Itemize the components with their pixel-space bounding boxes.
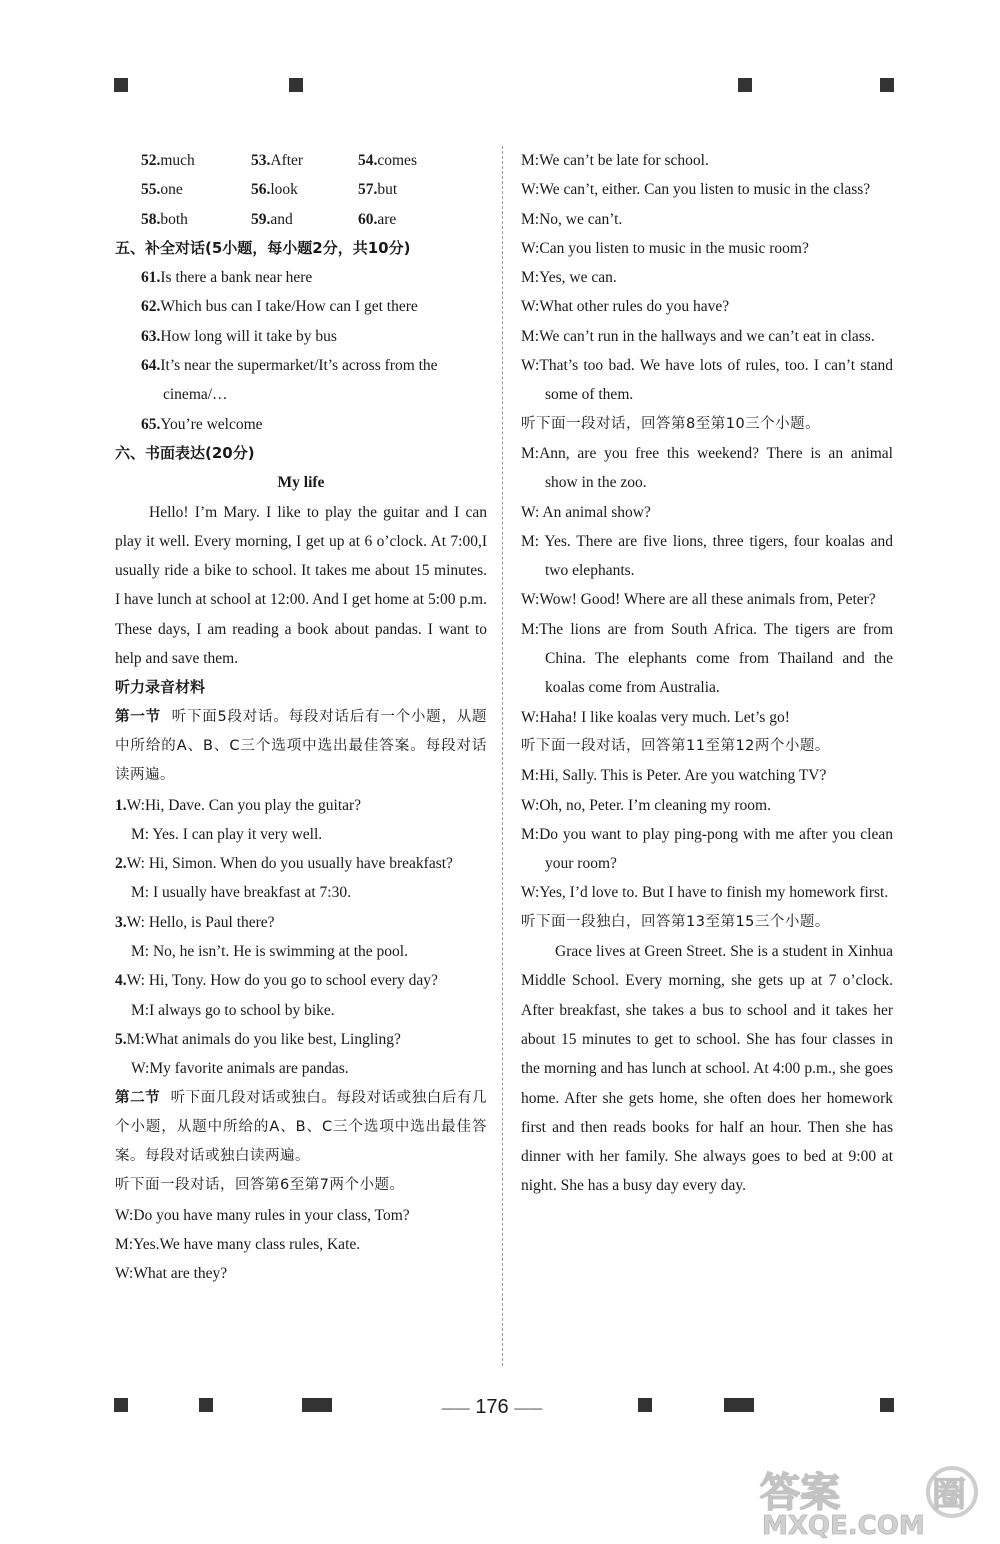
registration-mark [289, 78, 303, 92]
answer-key-grid [115, 146, 487, 234]
dialog-line: W:Do you have many rules in your class, Tom? [115, 1206, 410, 1224]
dialog-answer-text: How long will it take by bus [160, 327, 337, 345]
dialog-number: 4. [115, 972, 127, 990]
right-column [521, 146, 893, 1201]
dialog-line-text: W: Hi, Tony. How do you go to school every day? [126, 972, 438, 990]
dialog-line: W:Haha! I like koalas very much. Let’s go! [521, 708, 790, 726]
listening-title: 听力录音材料 [115, 678, 206, 697]
section6-title: 六、书面表达(20分) [115, 443, 255, 462]
dialog-number: 5. [115, 1030, 127, 1048]
svg-text:MXQE.COM: MXQE.COM [762, 1511, 925, 1540]
dialog-line: W: An animal show? [521, 503, 651, 521]
dialog-line-text: W:My favorite animals are pandas. [131, 1060, 349, 1078]
answer-cell [358, 175, 478, 204]
dialog-line-text: M: I usually have breakfast at 7:30. [131, 884, 351, 902]
registration-mark [738, 78, 752, 92]
dialog-answer-number: 65. [141, 415, 161, 433]
answer-cell [251, 175, 358, 204]
dialog-line: W:What are they? [115, 1265, 228, 1283]
dialog6-continued [521, 146, 893, 410]
dialog-answer-item [115, 322, 487, 351]
answer-cell [358, 205, 478, 234]
answer-number: 53. [251, 152, 271, 169]
registration-mark [302, 1398, 332, 1412]
dialog-answer-item [115, 292, 487, 321]
answer-number: 56. [251, 181, 271, 199]
dialog-line [115, 908, 487, 937]
dialog-line-text: W: Hi, Simon. When do you usually have breakfast? [126, 855, 453, 873]
registration-mark [114, 78, 128, 92]
answer-number: 60. [358, 210, 378, 228]
answer-row [115, 175, 487, 204]
svg-text:答案: 答案 [760, 1470, 840, 1516]
dialog-line: W:What other rules do you have? [521, 298, 730, 316]
dialog-line [115, 1025, 487, 1054]
answer-word: and [270, 210, 293, 228]
dialog8-intro: 听下面一段对话，回答第8至第10三个小题。 [521, 415, 821, 432]
answer-word: both [160, 210, 188, 228]
answer-word: After [270, 152, 304, 169]
answer-word: one [160, 181, 183, 199]
answer-word: are [377, 210, 397, 228]
dialog-line [115, 937, 487, 966]
dialog-line: M:Ann, are you free this weekend? There is an animal show in the zoo. [521, 444, 893, 492]
answer-word: comes [377, 152, 417, 169]
monologue13-intro: 听下面一段独白，回答第13至第15三个小题。 [521, 913, 830, 930]
answer-cell [358, 146, 478, 175]
dialog-line-text: M:I always go to school by bike. [131, 1001, 335, 1019]
dialog-line: M:We can’t run in the hallways and we can’t eat in class. [521, 327, 875, 345]
answer-number: 52. [141, 152, 161, 169]
dialog-line: W:Wow! Good! Where are all these animals from, Peter? [521, 591, 876, 609]
dialog-answer-item [115, 410, 487, 439]
monologue13-text: Grace lives at Green Street. She is a student in Xinhua Middle School. Every morning, she gets up at 7 o’clock. After breakfast, she takes a bus to school and it takes her about 15 minutes to get to school. She has four classes in the morning and has lunch at school. At 4:00 p.m., she goes home. After she gets home, she often does her homework first and then reads books for half an hour. Then she has dinner with her family. She always goes to bed at 9:00 at night. She has a busy day every day. [521, 943, 893, 1195]
answer-word: look [270, 181, 298, 199]
part2-label: 第二节 [115, 1089, 161, 1106]
dialog-answer-text: Which bus can I take/How can I get there [160, 298, 418, 316]
dialog-answer-text: It’s near the supermarket/It’s across from the cinema/… [160, 357, 438, 404]
dialog-answer-number: 61. [141, 269, 161, 287]
dialog-answer-number: 63. [141, 327, 161, 345]
dialog-answer-text: Is there a bank near here [160, 269, 313, 287]
registration-mark [199, 1398, 213, 1412]
dialog-line: M: Yes. There are five lions, three tigers, four koalas and two elephants. [521, 532, 893, 580]
dialog-number: 3. [115, 913, 127, 931]
answer-number: 57. [358, 181, 378, 199]
registration-mark [880, 1398, 894, 1412]
dialog-answer-item [115, 263, 487, 292]
dialog-line: W:That’s too bad. We have lots of rules, too. I can’t stand some of them. [521, 357, 893, 404]
part1-instruction [115, 703, 487, 791]
answer-row [115, 205, 487, 234]
dialog6-lines [115, 1201, 487, 1289]
answer-number: 58. [141, 210, 161, 228]
dialog-number: 1. [115, 796, 127, 814]
dialog-answer-number: 62. [141, 298, 161, 316]
dialog-line: M:The lions are from South Africa. The tigers are from China. The elephants come from Thailand and the koalas come from Australia. [521, 620, 893, 697]
essay-body: Hello! I’m Mary. I like to play the guitar and I can play it well. Every morning, I get up at 6 o’clock. At 7:00,I usually ride a bike to school. It takes me about 15 minutes. I have lunch at school at 12:00. And I get home at 5:00 p.m. These days, I am reading a book about pandas. I want to help and save them. [115, 503, 487, 668]
dialog-line: M:No, we can’t. [521, 210, 623, 228]
watermark-logo [742, 1462, 992, 1540]
answer-cell [115, 205, 251, 234]
registration-mark [724, 1398, 754, 1412]
column-divider [502, 146, 504, 1366]
part1-instruction-text: 听下面5段对话。每段对话后有一个小题，从题中所给的A、B、C三个选项中选出最佳答案。每段对话读两遍。 [115, 708, 488, 784]
dialog-line: M:Yes.We have many class rules, Kate. [115, 1235, 361, 1253]
dialog11-intro: 听下面一段对话，回答第11至第12两个小题。 [521, 737, 830, 754]
dialog-line-text: W:Hi, Dave. Can you play the guitar? [126, 796, 362, 814]
dialog-line-text: M: No, he isn’t. He is swimming at the pool. [131, 943, 408, 961]
dialog-line: M:Hi, Sally. This is Peter. Are you watching TV? [521, 767, 827, 785]
dialog-answer-text: You’re welcome [160, 415, 263, 433]
dialog-line-text: M: Yes. I can play it very well. [131, 825, 323, 843]
dialog-line [115, 996, 487, 1025]
dialog-line [115, 878, 487, 907]
answer-number: 55. [141, 181, 161, 199]
page-number: —— 176 —— [441, 1396, 543, 1418]
answer-cell [115, 146, 251, 175]
dialog-line: W:Oh, no, Peter. I’m cleaning my room. [521, 796, 771, 814]
answer-cell [251, 205, 358, 234]
dialog-line: W:We can’t, either. Can you listen to music in the class? [521, 181, 871, 199]
svg-text:圈: 圈 [932, 1475, 966, 1515]
dialog-line: W:Yes, I’d love to. But I have to finish my homework first. [521, 884, 889, 902]
part2-instruction-text: 听下面几段对话或独白。每段对话或独白后有几个小题，从题中所给的A、B、C三个选项中选出最佳答案。每段对话或独白读两遍。 [115, 1089, 488, 1165]
dialog-line: M:Yes, we can. [521, 269, 617, 287]
dialog-line: W:Can you listen to music in the music room? [521, 239, 809, 257]
dialog-line: M:We can’t be late for school. [521, 152, 709, 169]
dialog8-lines [521, 439, 893, 732]
essay-title: My life [277, 474, 325, 492]
registration-mark [880, 78, 894, 92]
page-number-text: 176 [475, 1396, 509, 1418]
answer-cell [115, 175, 251, 204]
dialog-line [115, 1054, 487, 1083]
registration-mark [638, 1398, 652, 1412]
dialog11-lines [521, 761, 893, 907]
dialog-line [115, 820, 487, 849]
dialog-line: M:Do you want to play ping-pong with me after you clean your room? [521, 825, 893, 873]
dialog-line [115, 791, 487, 820]
answer-number: 59. [251, 210, 271, 228]
dialog-answers-list [115, 263, 487, 439]
section5-title: 五、补全对话(5小题，每小题2分，共10分) [115, 238, 411, 257]
part1-dialogs [115, 791, 487, 1084]
dialog-line [115, 849, 487, 878]
dialog6-intro: 听下面一段对话，回答第6至第7两个小题。 [115, 1177, 405, 1194]
dialog-line-text: W: Hello, is Paul there? [126, 913, 275, 931]
left-column [115, 146, 487, 1289]
answer-cell [251, 146, 358, 175]
dialog-answer-number: 64. [141, 357, 161, 375]
dialog-line-text: M:What animals do you like best, Lingling? [126, 1030, 401, 1048]
dialog-line [115, 966, 487, 995]
answer-word: but [377, 181, 398, 199]
dialog-answer-item [115, 351, 487, 410]
answer-word: much [160, 152, 195, 169]
registration-mark [114, 1398, 128, 1412]
part2-instruction [115, 1084, 487, 1172]
answer-row [115, 146, 487, 175]
dialog-number: 2. [115, 855, 127, 873]
part1-label: 第一节 [115, 708, 161, 725]
answer-number: 54. [358, 152, 378, 169]
